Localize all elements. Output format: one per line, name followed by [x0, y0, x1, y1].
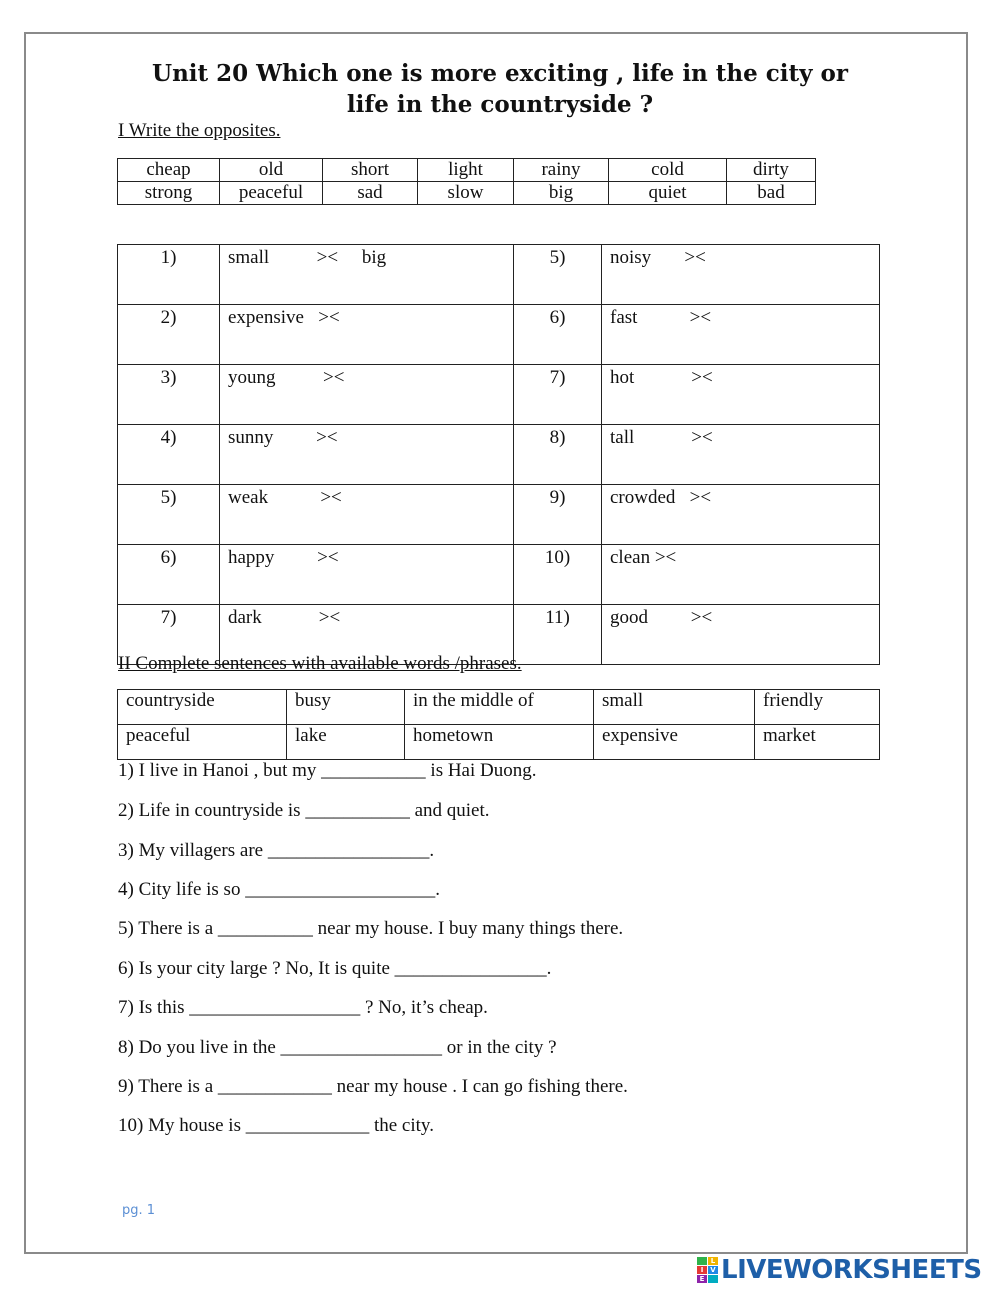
logo-square-icon — [697, 1257, 707, 1265]
opposites-row — [118, 365, 880, 425]
opposite-entry[interactable]: small >< big — [220, 245, 514, 305]
word-bank-cell: bad — [727, 182, 816, 205]
opposites-row — [118, 245, 880, 305]
word-bank-cell: small — [594, 690, 755, 725]
opposites-word-bank — [117, 158, 816, 205]
logo-square-icon — [708, 1275, 718, 1283]
logo-letter: L — [708, 1257, 718, 1265]
sentence-10[interactable]: 10) My house is _____________ the city. — [118, 1115, 434, 1136]
sentence-9[interactable]: 9) There is a ____________ near my house . I can go fishing there. — [118, 1076, 628, 1097]
opposite-entry[interactable]: good >< — [602, 605, 880, 665]
word-bank-cell: old — [220, 159, 323, 182]
item-number: 8) — [514, 425, 602, 485]
opposites-row — [118, 545, 880, 605]
item-number: 4) — [118, 425, 220, 485]
item-number: 6) — [118, 545, 220, 605]
opposites-table — [117, 244, 880, 665]
title-line-1: Unit 20 Which one is more exciting , life in the city or — [152, 60, 848, 87]
item-number: 11) — [514, 605, 602, 665]
opposites-row — [118, 305, 880, 365]
opposite-entry[interactable]: happy >< — [220, 545, 514, 605]
opposite-entry[interactable]: tall >< — [602, 425, 880, 485]
sentence-6[interactable]: 6) Is your city large ? No, It is quite ________________. — [118, 958, 552, 979]
page-number: pg. 1 — [122, 1203, 156, 1218]
opposite-entry[interactable]: noisy >< — [602, 245, 880, 305]
sentence-1[interactable]: 1) I live in Hanoi , but my ___________ is Hai Duong. — [118, 760, 537, 781]
word-bank-cell: market — [755, 725, 880, 760]
word-bank-cell: countryside — [118, 690, 287, 725]
word-bank-cell: big — [514, 182, 609, 205]
item-number: 5) — [514, 245, 602, 305]
sentence-8[interactable]: 8) Do you live in the _________________ or in the city ? — [118, 1037, 557, 1058]
word-bank-cell: sad — [323, 182, 418, 205]
word-bank-cell: rainy — [514, 159, 609, 182]
item-number: 3) — [118, 365, 220, 425]
item-number: 10) — [514, 545, 602, 605]
word-bank-cell: expensive — [594, 725, 755, 760]
logo-letter: E — [697, 1275, 707, 1283]
liveworksheets-logo[interactable] — [697, 1254, 982, 1286]
word-bank-cell: peaceful — [118, 725, 287, 760]
word-bank-row — [118, 159, 816, 182]
word-bank-cell: light — [418, 159, 514, 182]
word-bank-cell: short — [323, 159, 418, 182]
word-bank-cell: strong — [118, 182, 220, 205]
item-number: 5) — [118, 485, 220, 545]
word-bank-cell: cheap — [118, 159, 220, 182]
opposite-entry[interactable]: hot >< — [602, 365, 880, 425]
logo-mark-icon — [697, 1257, 718, 1283]
opposite-entry[interactable]: expensive >< — [220, 305, 514, 365]
word-bank-cell: lake — [287, 725, 405, 760]
word-bank-cell: friendly — [755, 690, 880, 725]
item-number: 2) — [118, 305, 220, 365]
word-bank-cell: peaceful — [220, 182, 323, 205]
word-bank-cell: cold — [609, 159, 727, 182]
word-bank-row — [118, 690, 880, 725]
section-1-heading: I Write the opposites. — [118, 120, 281, 141]
opposites-row — [118, 425, 880, 485]
word-bank-row — [118, 182, 816, 205]
opposite-entry[interactable]: clean >< — [602, 545, 880, 605]
logo-text: LIVEWORKSHEETS — [721, 1255, 982, 1285]
opposite-entry[interactable]: young >< — [220, 365, 514, 425]
worksheet-title — [100, 58, 900, 120]
word-bank-cell: busy — [287, 690, 405, 725]
logo-letter: I — [697, 1266, 707, 1274]
word-bank-cell: in the middle of — [405, 690, 594, 725]
sentence-word-bank — [117, 689, 880, 760]
item-number: 7) — [514, 365, 602, 425]
opposite-entry[interactable]: crowded >< — [602, 485, 880, 545]
title-line-2: life in the countryside ? — [346, 91, 654, 118]
item-number: 1) — [118, 245, 220, 305]
sentence-4[interactable]: 4) City life is so ____________________. — [118, 879, 440, 900]
word-bank-cell: hometown — [405, 725, 594, 760]
item-number: 7) — [118, 605, 220, 665]
word-bank-cell: slow — [418, 182, 514, 205]
opposites-row — [118, 485, 880, 545]
item-number: 6) — [514, 305, 602, 365]
logo-letter: V — [708, 1266, 718, 1274]
word-bank-cell: quiet — [609, 182, 727, 205]
item-number: 9) — [514, 485, 602, 545]
word-bank-cell: dirty — [727, 159, 816, 182]
opposite-entry[interactable]: dark >< — [220, 605, 514, 665]
section-2-heading: II Complete sentences with available words /phrases. — [118, 653, 522, 674]
opposite-entry[interactable]: sunny >< — [220, 425, 514, 485]
sentence-3[interactable]: 3) My villagers are _________________. — [118, 840, 435, 861]
sentence-5[interactable]: 5) There is a __________ near my house. I buy many things there. — [118, 918, 624, 939]
opposite-entry[interactable]: weak >< — [220, 485, 514, 545]
sentence-2[interactable]: 2) Life in countryside is ___________ and quiet. — [118, 800, 490, 821]
sentence-7[interactable]: 7) Is this __________________ ? No, it’s cheap. — [118, 997, 488, 1018]
word-bank-row — [118, 725, 880, 760]
opposite-entry[interactable]: fast >< — [602, 305, 880, 365]
